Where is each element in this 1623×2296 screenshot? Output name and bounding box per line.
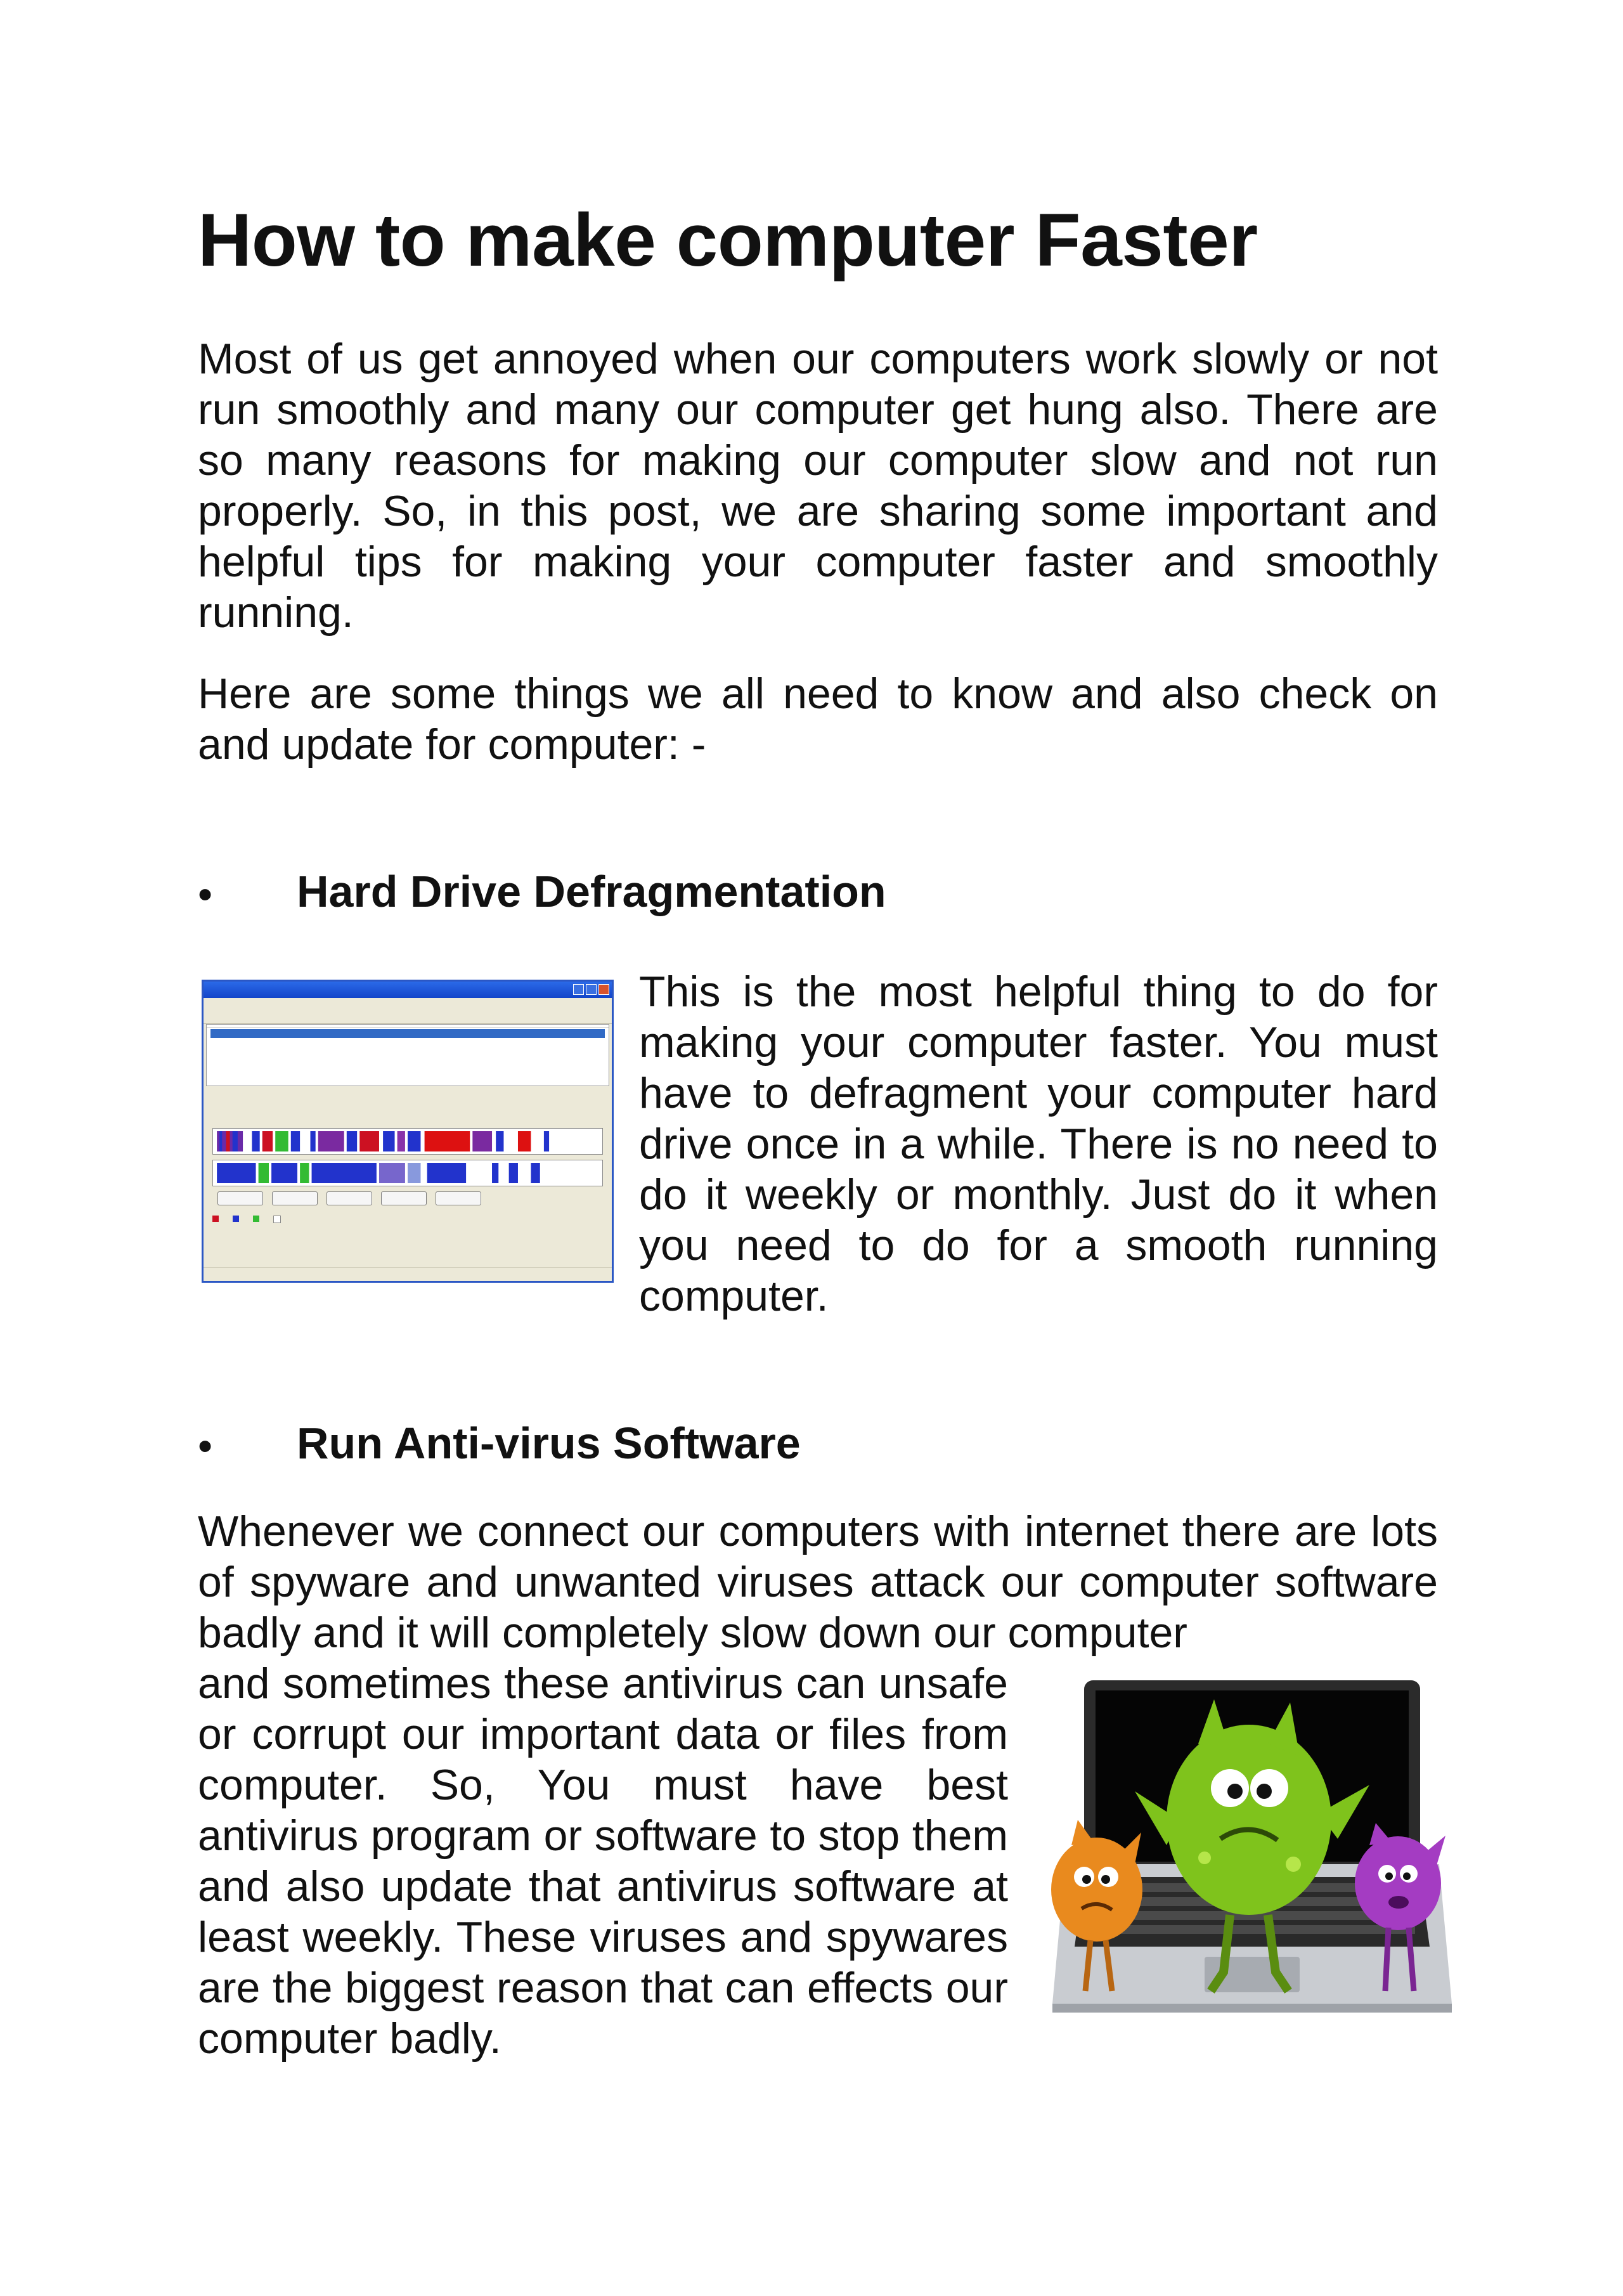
- lead-in-paragraph: Here are some things we all need to know and also check on and update for computer: -: [198, 670, 1438, 769]
- disk-defragmenter-screenshot-icon: [202, 980, 614, 1283]
- antivirus-body-wrapped: and sometimes these antivirus can unsafe or corrupt our important data or files from computer. So, You must have best antivirus program or software to stop them and also update that antivirus software at least weekly. These viruses and spywares are the biggest reason that can effects our computer badly.: [198, 1659, 1008, 2063]
- bullet-marker: •: [198, 1422, 213, 1469]
- bullet-marker: •: [198, 871, 213, 918]
- page-title: How to make computer Faster: [198, 198, 1258, 282]
- laptop-with-virus-monsters-icon: [1040, 1674, 1458, 2029]
- section-heading-defragmentation: Hard Drive Defragmentation: [297, 867, 886, 916]
- intro-paragraph: Most of us get annoyed when our computers work slowly or not run smoothly and many our computer get hung also. There are so many reasons for making our computer slow and not run properly. So, in this post, we are sharing some important and helpful tips for making your computer faster and smoothly running.: [198, 335, 1438, 637]
- section-heading-antivirus: Run Anti-virus Software: [297, 1418, 801, 1468]
- defragmentation-body: This is the most helpful thing to do for making your computer faster. You must have to defragment your computer hard drive once in a while. There is no need to do it weekly or monthly. Just do it when you need to do for a smooth running computer.: [639, 968, 1438, 1320]
- antivirus-body-full: Whenever we connect our computers with internet there are lots of spyware and unwanted viruses attack our computer software badly and it will completely slow down our computer: [198, 1507, 1438, 1657]
